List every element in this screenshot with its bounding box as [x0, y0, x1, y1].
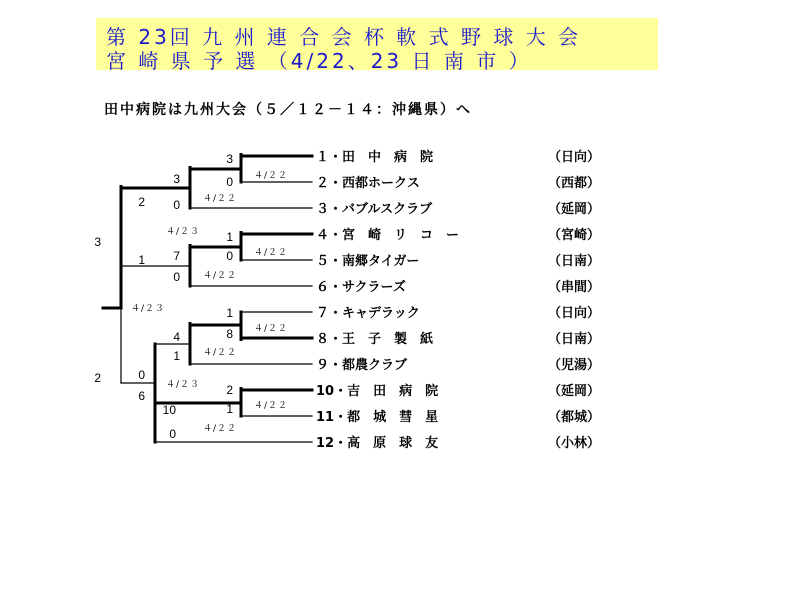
- team-entry: ４・宮 崎 リ コ ー: [316, 228, 460, 243]
- team-region: （延岡）: [548, 384, 601, 399]
- team-entry: ６・サクラーズ: [316, 280, 406, 295]
- match-score: 1: [138, 253, 145, 267]
- match-score: 3: [173, 172, 180, 186]
- team-entry: ２・西都ホークス: [316, 176, 420, 191]
- team-entry: 11・都 城 彗 星: [316, 410, 439, 425]
- match-score: 6: [138, 389, 145, 403]
- match-score: 0: [226, 249, 233, 263]
- match-date: ４/２２: [254, 171, 289, 181]
- match-score: 0: [138, 368, 145, 382]
- match-score: 1: [173, 349, 180, 363]
- match-date: ４/２２: [254, 324, 289, 334]
- team-entry: ３・バブルスクラブ: [316, 202, 433, 217]
- tournament-subtitle: 宮 崎 県 予 選 （4/22、23 日 南 市 ）: [106, 49, 532, 73]
- match-score: 10: [162, 403, 176, 417]
- match-date: ４/２２: [254, 401, 289, 411]
- team-region: （日向）: [548, 306, 601, 321]
- team-region: （串間）: [548, 280, 601, 295]
- team-region: （西都）: [548, 176, 601, 191]
- match-date: ４/２２: [203, 271, 238, 281]
- match-score: 2: [138, 195, 145, 209]
- team-entry: ５・南郷タイガー: [316, 254, 420, 269]
- team-region: （宮崎）: [548, 228, 601, 243]
- match-score: 1: [226, 402, 233, 416]
- team-region: （日南）: [548, 332, 601, 347]
- match-date: ４/２２: [254, 248, 289, 258]
- match-date: ４/２２: [203, 424, 238, 434]
- match-score: 8: [226, 327, 233, 341]
- match-score: 2: [94, 371, 101, 385]
- result-note: 田中病院は九州大会（５／１２－１４：沖縄県）へ: [104, 102, 472, 118]
- match-date: ４/２３: [131, 304, 166, 314]
- match-score: 0: [169, 427, 176, 441]
- match-score: 4: [173, 330, 180, 344]
- team-entry: ９・都農クラブ: [316, 358, 408, 373]
- match-score: 0: [173, 198, 180, 212]
- team-entry: 10・吉 田 病 院: [316, 384, 439, 399]
- match-score: 3: [226, 152, 233, 166]
- team-entry: １・田 中 病 院: [316, 150, 434, 165]
- match-score: 1: [226, 230, 233, 244]
- match-score: 1: [226, 306, 233, 320]
- match-score: 7: [173, 249, 180, 263]
- team-entry: 12・高 原 球 友: [316, 436, 439, 451]
- team-region: （日南）: [548, 254, 601, 269]
- team-region: （小林）: [548, 436, 601, 451]
- team-list: [316, 149, 600, 451]
- match-score: 0: [173, 270, 180, 284]
- team-entry: ８・王 子 製 紙: [316, 332, 434, 347]
- team-region: （児湯）: [548, 358, 601, 373]
- match-date: ４/２３: [166, 380, 201, 390]
- match-date: ４/２２: [203, 348, 238, 358]
- team-region: （延岡）: [548, 202, 601, 217]
- match-date: ４/２２: [203, 194, 238, 204]
- team-entry: ７・キャデラック: [316, 306, 420, 321]
- tournament-title: 第 23回 九 州 連 合 会 杯 軟 式 野 球 大 会: [106, 25, 582, 49]
- match-score: 3: [94, 235, 101, 249]
- match-score: 2: [226, 383, 233, 397]
- match-date: ４/２３: [166, 227, 201, 237]
- match-score: 0: [226, 175, 233, 189]
- team-region: （日向）: [548, 150, 601, 165]
- team-region: （都城）: [548, 410, 601, 425]
